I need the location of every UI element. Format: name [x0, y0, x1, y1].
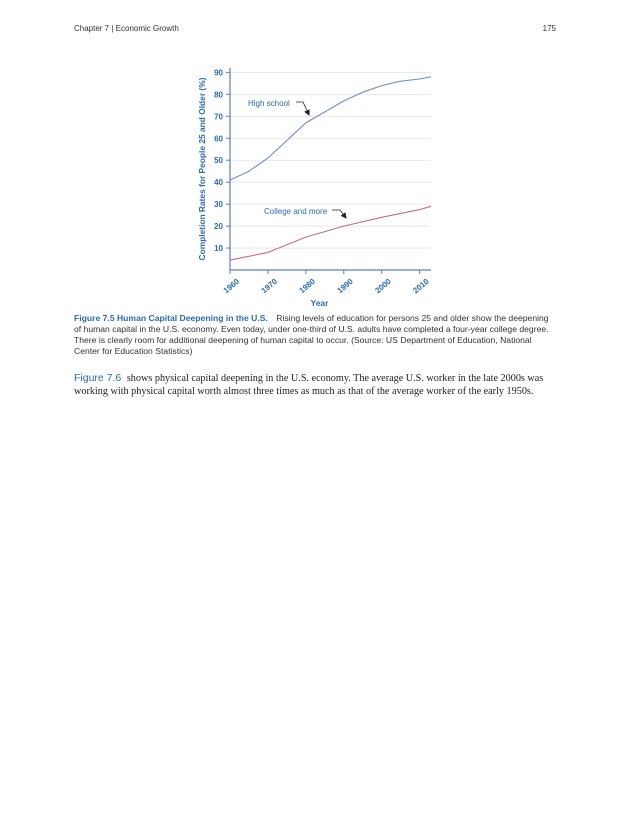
- x-tick-label: 2000: [373, 276, 393, 296]
- x-tick-labels: [222, 270, 431, 295]
- y-tick-label: 20: [214, 222, 223, 232]
- y-tick-label: 60: [214, 134, 223, 144]
- y-tick-label: 10: [214, 244, 223, 254]
- page-number: 175: [542, 24, 556, 33]
- figure-reference-link[interactable]: Figure 7.6: [74, 372, 122, 384]
- series-line: [230, 206, 431, 260]
- x-tick-label: 2010: [411, 276, 431, 296]
- x-tick-label: 1990: [335, 276, 355, 296]
- chapter-title: Chapter 7 | Economic Growth: [74, 24, 179, 33]
- y-tick-label: 80: [214, 90, 223, 100]
- series-line: [230, 77, 431, 180]
- chart-annotations: [248, 99, 346, 218]
- y-axis-label: Completion Rates for People 25 and Older (%): [197, 77, 207, 261]
- annotation-arrow: [332, 210, 346, 218]
- figure-label: Figure 7.5 Human Capital Deepening in the U.S.: [74, 313, 268, 323]
- paragraph-text: shows physical capital deepening in the U.S. economy. The average U.S. worker in the late 2000s was working with physical capital worth almost three times as much as that of the average worker of the early 1950s.: [74, 373, 544, 397]
- y-tick-label: 50: [214, 156, 223, 166]
- series-annotation: College and more: [264, 207, 328, 216]
- y-tick-label: 40: [214, 178, 223, 188]
- annotation-arrow: [296, 102, 309, 115]
- figure-caption: [74, 313, 558, 357]
- caption-text: Rising levels of education for persons 25 and older show the deepening of human capital in the U.S. economy. Even today, under one-third of U.S. adults have completed a four-year college degree. There is clearly room for additional deepening of human capital to occur. (Source: US Department of Education, National Center for Education Statistics): [74, 313, 549, 356]
- y-tick-label: 70: [214, 112, 223, 122]
- x-tick-label: 1960: [221, 276, 242, 296]
- series-annotation: High school: [248, 99, 290, 108]
- x-tick-label: 1980: [297, 276, 317, 296]
- x-axis-label: Year: [310, 298, 329, 308]
- y-tick-label: 90: [214, 68, 223, 78]
- y-tick-label: 30: [214, 200, 223, 210]
- x-tick-label: 1970: [259, 276, 280, 296]
- y-tick-labels: [214, 68, 230, 253]
- body-paragraph: [74, 372, 558, 398]
